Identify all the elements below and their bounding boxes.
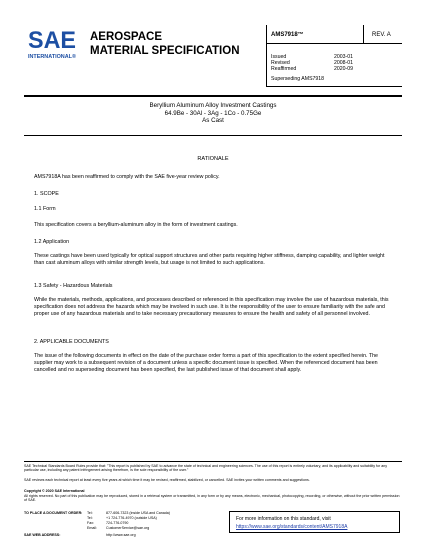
section-1-1-text: This specification covers a beryllium-aluminum alloy in the form of investment castings. <box>34 222 238 228</box>
doc-title-line-1: Beryllium Aluminum Alloy Investment Castings <box>149 102 277 109</box>
spec-type-title <box>90 30 240 58</box>
footer-board-rules: SAE Technical Standards Board Rules provide that: "This report is published by SAE to advance the state of technical and engineering sciences. The use of this report is entirely voluntary, and its applicability and suitability for any particular use, including any patent infringement arising therefrom, is the sole responsibility of the user." <box>24 464 388 473</box>
issued-label: Issued <box>271 54 287 60</box>
order-label: TO PLACE A DOCUMENT ORDER: <box>24 511 83 515</box>
web-address[interactable]: http://www.sae.org <box>106 533 136 537</box>
more-info-box <box>229 511 400 533</box>
document-title <box>24 102 402 125</box>
section-2-heading: 2. APPLICABLE DOCUMENTS <box>34 339 109 345</box>
revised-label: Revised <box>271 60 290 66</box>
reaffirmed-date: 2020-09 <box>334 66 354 72</box>
section-2-text: The issue of the following documents in effect on the date of the purchase order forms a part of this specification to the extent specified herein. The supplier may work to a subsequent revision of a document unless a specific document issue is specified. When the referenced document has been cancelled and no superseding document has been specified, the last published issue of that document shall apply. <box>34 353 379 374</box>
sae-logo <box>26 24 78 62</box>
doc-number: AMS7918™ <box>271 32 304 38</box>
rationale-text: AMS7918A has been reaffirmed to comply with the SAE five-year review policy. <box>34 174 220 180</box>
doc-title-line-3: As Cast <box>202 117 224 125</box>
fax-label: Fax: <box>87 521 94 525</box>
issued-date: 2003-01 <box>334 54 354 60</box>
section-1-2-text: These castings have been used typically for optical support structures and other parts requiring higher stiffness, damping capability, and lighter weight than cast aluminum alloys with similar strength levels, but usage is not limited to such applications. <box>34 253 385 267</box>
logo-letters: SAE <box>28 27 76 54</box>
doc-title-line-2: 64.9Be - 30Al - 3Ag - 1Co - 0.75Ge <box>164 109 262 117</box>
fax-number: 724-776-0790 <box>106 521 129 525</box>
email-address[interactable]: CustomerService@sae.org <box>106 526 150 530</box>
tel-number-1: 877-606-7323 (inside USA and Canada) <box>106 511 170 515</box>
sae-logo-graphic <box>26 24 78 62</box>
superseding-note: Superseding AMS7918 <box>271 76 325 82</box>
header-rule <box>24 95 402 97</box>
revised-date: 2008-01 <box>334 60 354 66</box>
footer-review-note: SAE reviews each technical report at least every five years at which time it may be revised, reaffirmed, stabilized, or cancelled. SAE invites your written comments and suggestions. <box>24 478 310 482</box>
title-line-2: MATERIAL SPECIFICATION <box>90 45 240 57</box>
title-line-1: AEROSPACE <box>90 31 162 43</box>
footer-copyright: Copyright © 2020 SAE International <box>24 489 85 493</box>
more-info-link[interactable]: https://www.sae.org/standards/content/AMS7918A <box>236 524 348 530</box>
revision-label: REV. A <box>372 32 391 38</box>
footer-rights: All rights reserved. No part of this publication may be reproduced, stored in a retrieval system or transmitted, in any form or by any means, electronic, mechanical, photocopying, recording, or otherwise, without the prior written permission of SAE. <box>24 494 400 503</box>
section-1-1-heading: 1.1 Form <box>34 206 56 212</box>
logo-subtitle: INTERNATIONAL® <box>28 54 74 60</box>
rationale-heading: RATIONALE <box>197 156 229 162</box>
section-1-heading: 1. SCOPE <box>34 191 59 197</box>
section-1-2-heading: 1.2 Application <box>34 239 70 245</box>
reaffirmed-label: Reaffirmed <box>271 66 297 72</box>
section-1-3-text: While the materials, methods, applications, and processes described or referenced in this specification may involve the use of hazardous materials, this specification does not address the hazards which may be involved in such use. It is the responsibility of the user to ensure familiarity with the safe and proper use of any hazardous materials and to take necessary precautionary measures to ensure the health and safety of all personnel involved. <box>34 297 389 318</box>
tel-label-1: Tel: <box>87 511 93 515</box>
section-1-3-heading: 1.3 Safety - Hazardous Materials <box>34 283 113 289</box>
email-label: Email: <box>87 526 97 530</box>
web-label: SAE WEB ADDRESS: <box>24 533 61 537</box>
tel-label-2: Tel: <box>87 516 93 520</box>
more-info-text: For more information on this standard, visit <box>236 516 331 522</box>
tel-number-2: +1 724-776-4970 (outside USA) <box>106 516 157 520</box>
